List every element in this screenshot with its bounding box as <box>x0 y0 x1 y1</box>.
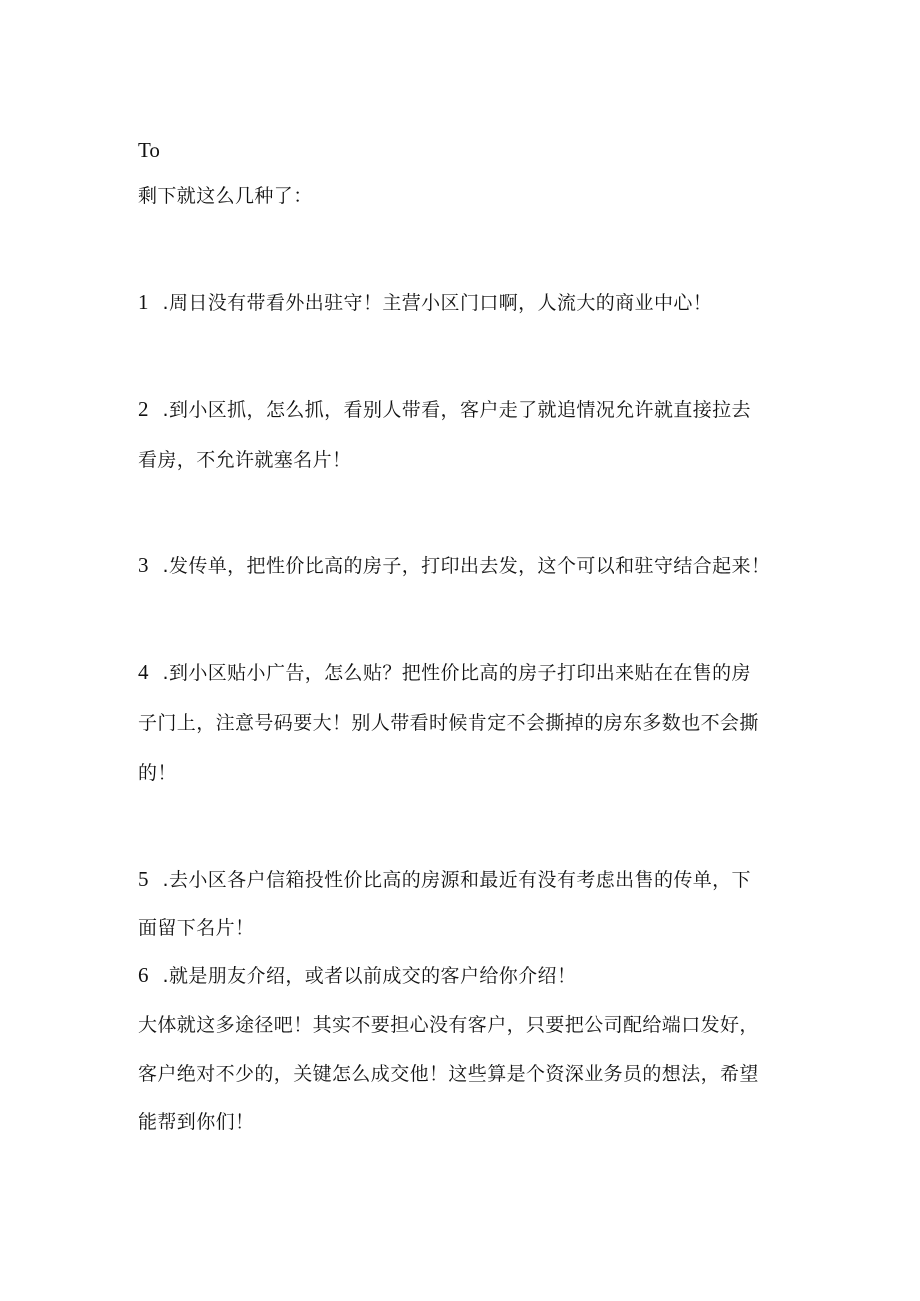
item-number: 1 <box>138 290 149 314</box>
item-text: 看房，不允许就塞名片！ <box>138 449 352 471</box>
intro-text: 剩下就这么几种了： <box>138 185 313 207</box>
item-number: 3 <box>138 553 149 577</box>
conclusion-line: 能帮到你们！ <box>138 1111 255 1133</box>
list-item-line <box>138 552 798 579</box>
conclusion-line: 大体就这多途径吧！其实不要担心没有客户，只要把公司配给端口发好， <box>138 1014 759 1036</box>
item-number: 6 <box>138 963 149 987</box>
item-text: .到小区抓，怎么抓，看别人带看，客户走了就追情况允许就直接拉去 <box>162 399 751 421</box>
list-item-line <box>138 289 798 316</box>
item-text: 的！ <box>138 762 177 784</box>
item-text: .就是朋友介绍，或者以前成交的客户给你介绍！ <box>162 965 577 987</box>
item-number: 4 <box>138 660 149 684</box>
item-text: .发传单，把性价比高的房子，打印出去发，这个可以和驻守结合起来！ <box>162 555 771 577</box>
conclusion-line: 客户绝对不少的，关键怎么成交他！这些算是个资深业务员的想法，希望 <box>138 1063 759 1085</box>
list-item-line <box>138 396 798 423</box>
item-number: 2 <box>138 397 149 421</box>
item-text: 子门上，注意号码要大！别人带看时候肯定不会撕掉的房东多数也不会撕 <box>138 712 759 734</box>
item-text: .周日没有带看外出驻守！主营小区门口啊，人流大的商业中心！ <box>162 292 713 314</box>
item-text: 面留下名片！ <box>138 917 255 939</box>
list-item-line <box>138 866 798 893</box>
greeting: To <box>138 138 160 162</box>
item-text: .去小区各户信箱投性价比高的房源和最近有没有考虑出售的传单，下 <box>162 869 751 891</box>
list-item-line <box>138 659 798 686</box>
item-text: .到小区贴小广告，怎么贴？把性价比高的房子打印出来贴在在售的房 <box>162 662 751 684</box>
list-item-line <box>138 962 798 989</box>
item-number: 5 <box>138 867 149 891</box>
